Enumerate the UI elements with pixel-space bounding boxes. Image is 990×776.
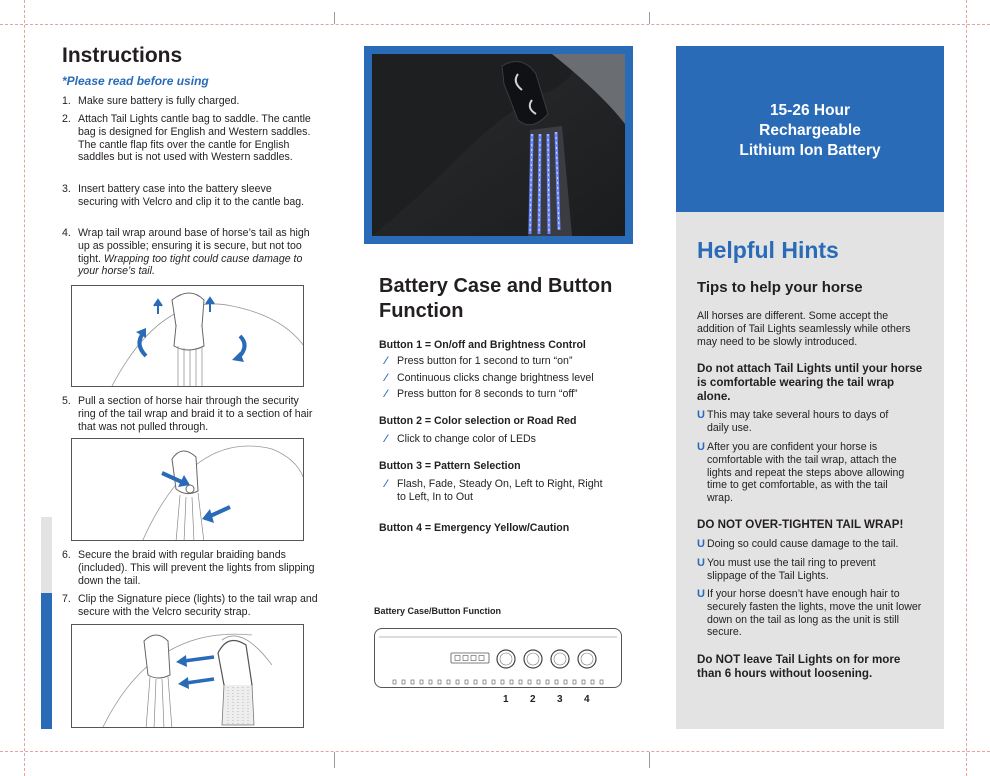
step-number: 7. <box>62 593 71 605</box>
fold-mark <box>649 12 650 24</box>
battery-line: Lithium Ion Battery <box>739 142 881 159</box>
horseshoe-icon: U <box>697 409 705 421</box>
crop-line-left <box>24 0 25 776</box>
crop-line-bottom <box>0 751 990 752</box>
button-function-title: Battery Case and Button Function <box>379 275 613 322</box>
button-2-item: ⁄ Click to change color of LEDs <box>385 433 536 445</box>
hint-item: U You must use the tail ring to prevent slippage of the Tail Lights. <box>697 557 876 582</box>
step-6 <box>62 549 320 587</box>
horseshoe-icon: U <box>697 557 705 569</box>
crop-line-top <box>0 24 990 25</box>
side-accent-grey <box>41 517 52 593</box>
tail-wrap-illustration <box>71 285 304 387</box>
step-warning: Wrapping too tight could cause damage to your horse’s tail. <box>78 252 303 278</box>
warning-loosening: Do NOT leave Tail Lights on for more than 6 hours without loosening. <box>697 653 901 680</box>
helpful-hints-heading: Helpful Hints <box>697 237 839 263</box>
step-7 <box>62 593 324 619</box>
button-number-4: 4 <box>584 694 590 705</box>
clip-lights-illustration <box>71 624 304 728</box>
tips-subheading: Tips to help your horse <box>697 279 863 296</box>
step-number: 6. <box>62 549 71 561</box>
button-number-2: 2 <box>530 694 536 705</box>
step-number: 1. <box>62 95 71 107</box>
crop-line-right <box>966 0 967 776</box>
button-1-title: Button 1 = On/off and Brightness Control <box>379 339 586 351</box>
instructions-panel <box>62 44 324 88</box>
side-accent-blue <box>41 593 52 729</box>
step-number: 5. <box>62 395 71 407</box>
button-function-panel <box>379 274 629 324</box>
tail-mark-icon: ⁄ <box>385 355 387 367</box>
hint-item: U Doing so could cause damage to the tail. <box>697 538 899 550</box>
warning-attach: Do not attach Tail Lights until your horse is comfortable wearing the tail wrap alone. <box>697 362 923 403</box>
button-3-item: ⁄ Flash, Fade, Steady On, Left to Right, Right to Left, In to Out <box>385 478 603 503</box>
hints-intro: All horses are different. Some accept the addition of Tail Lights seamlessly while others may need to be slowly introduced. <box>697 310 911 348</box>
tail-mark-icon: ⁄ <box>385 372 387 384</box>
step-number: 2. <box>62 113 71 125</box>
tail-mark-icon: ⁄ <box>385 433 387 445</box>
tail-mark-icon: ⁄ <box>385 478 387 490</box>
step-3 <box>62 183 312 209</box>
step-number: 3. <box>62 183 71 195</box>
horse-tail-lights-photo <box>364 46 633 244</box>
step-1 <box>62 95 324 108</box>
step-4 <box>62 227 316 278</box>
step-number: 4. <box>62 227 71 239</box>
battery-line: 15-26 Hour <box>769 102 851 119</box>
hint-item: U This may take several hours to days of daily use. <box>697 409 889 434</box>
horseshoe-icon: U <box>697 441 705 453</box>
battery-case-caption: Battery Case/Button Function <box>374 606 502 616</box>
warning-overtighten: DO NOT OVER-TIGHTEN TAIL WRAP! <box>697 518 904 531</box>
step-text: Pull a section of horse hair through the security ring of the tail wrap and braid it to a section of hair that was not pulled through. <box>78 395 313 433</box>
horseshoe-icon: U <box>697 538 705 550</box>
step-text: Wrap tail wrap around base of horse’s tail as high up as possible; ensuring it is secure, but not too tight. <box>78 227 310 265</box>
hint-item: U If your horse doesn’t have enough hair to securely fasten the lights, move the unit lower down on the tail as long as the unit is still secure. <box>697 588 922 639</box>
instructions-title: Instructions <box>62 44 183 67</box>
step-2 <box>62 113 312 164</box>
step-text: Clip the Signature piece (lights) to the tail wrap and secure with the Velcro security strap. <box>78 593 318 618</box>
step-text: Secure the braid with regular braiding bands (included). This will prevent the lights from slipping down the tail. <box>78 549 315 587</box>
tail-mark-icon: ⁄ <box>385 388 387 400</box>
button-number-3: 3 <box>557 694 563 705</box>
battery-line: Rechargeable <box>759 122 861 139</box>
battery-info-box <box>676 46 944 212</box>
step-text: Attach Tail Lights cantle bag to saddle. The cantle bag is designed for English and Western saddles. The cantle flap fits over the cantle for English saddles but is not used with Western saddles. <box>78 113 311 164</box>
button-1-item: ⁄ Continuous clicks change brightness level <box>385 372 594 384</box>
step-text: Make sure battery is fully charged. <box>78 95 240 107</box>
button-3-title: Button 3 = Pattern Selection <box>379 460 521 472</box>
button-1-item: ⁄ Press button for 1 second to turn “on” <box>385 355 573 367</box>
button-2-title: Button 2 = Color selection or Road Red <box>379 415 577 427</box>
fold-mark <box>334 12 335 24</box>
braid-illustration <box>71 438 304 541</box>
horseshoe-icon: U <box>697 588 705 600</box>
button-number-1: 1 <box>503 694 509 705</box>
read-before-note: *Please read before using <box>62 74 209 88</box>
hint-item: U After you are confident your horse is comfortable with the tail wrap, attach the lights and repeat the steps above allowing time to get comfortable, as with the tail wrap. <box>697 441 905 505</box>
fold-mark <box>334 752 335 768</box>
button-1-item: ⁄ Press button for 8 seconds to turn “off” <box>385 388 578 400</box>
step-text: Insert battery case into the battery sleeve securing with Velcro and clip it to the cantle bag. <box>78 183 305 208</box>
step-5 <box>62 395 316 433</box>
battery-case-diagram <box>374 628 622 688</box>
button-4-title: Button 4 = Emergency Yellow/Caution <box>379 522 570 534</box>
fold-mark <box>649 752 650 768</box>
